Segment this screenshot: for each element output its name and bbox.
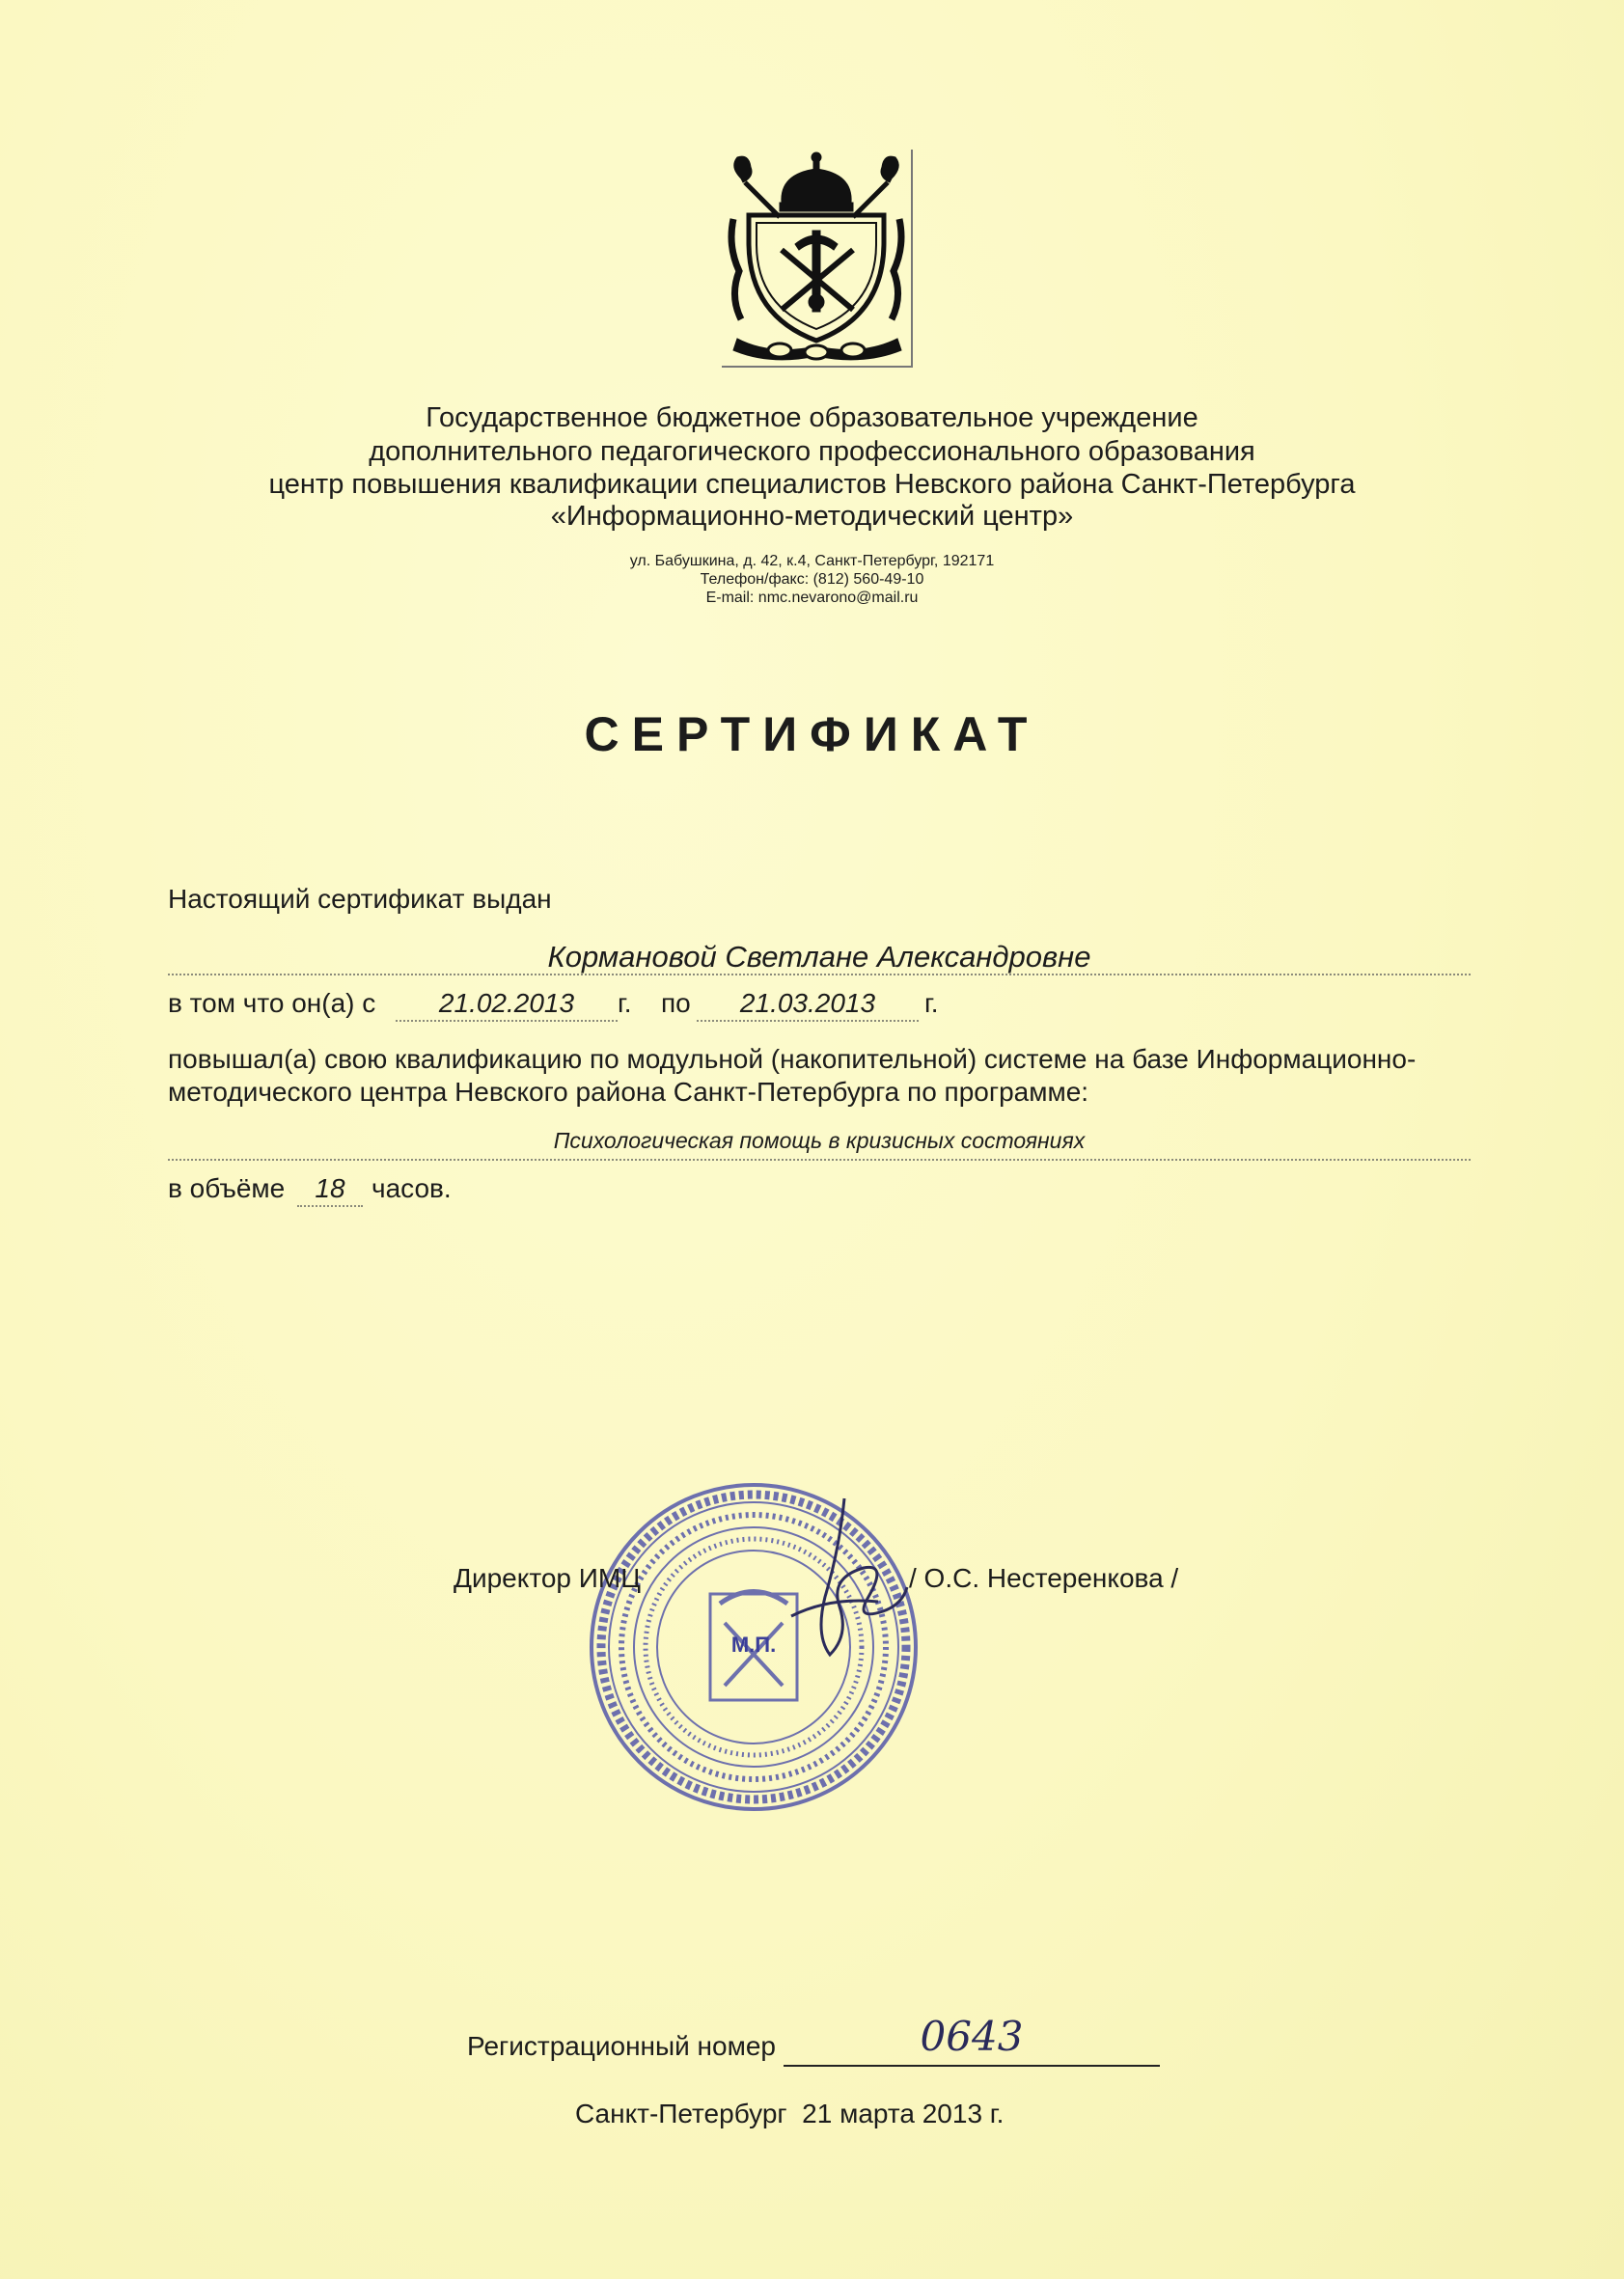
date-to: 21.03.2013 bbox=[697, 987, 919, 1022]
qualification-line: повышал(а) свою квалификацию по модульной (накопительной) системе на базе Информационно- bbox=[168, 1044, 1417, 1074]
institution-line: «Информационно-методический центр» bbox=[550, 501, 1074, 532]
coat-of-arms-icon bbox=[722, 150, 911, 366]
address-line: ул. Бабушкина, д. 42, к.4, Санкт-Петербург, 192171 bbox=[629, 553, 995, 569]
hours-value: 18 bbox=[297, 1172, 363, 1207]
registration-label: Регистрационный номер bbox=[467, 2031, 776, 2061]
program-underline bbox=[168, 1159, 1471, 1161]
registration-number: 0643 bbox=[920, 2013, 1024, 2060]
registration-underline bbox=[784, 2065, 1160, 2067]
handwritten-signature bbox=[772, 1491, 917, 1674]
director-name: / О.С. Нестеренкова / bbox=[909, 1563, 1179, 1593]
institution-line: центр повышения квалификации специалистов Невского района Санкт-Петербурга bbox=[268, 469, 1356, 500]
date-from: 21.02.2013 bbox=[396, 987, 618, 1022]
qualification-line: методического центра Невского района Санкт-Петербурга по программе: bbox=[168, 1077, 1089, 1107]
volume-prefix: в объёме bbox=[168, 1173, 286, 1203]
year-abbr: г. bbox=[618, 988, 632, 1018]
year-abbr: г. bbox=[924, 988, 939, 1018]
recipient-name: Кормановой Светлане Александровне bbox=[547, 940, 1091, 974]
phone-line: Телефон/факс: (812) 560-49-10 bbox=[700, 571, 924, 588]
place-date: Санкт-Петербург 21 марта 2013 г. bbox=[575, 2099, 1005, 2128]
period-prefix: в том что он(а) с bbox=[168, 988, 376, 1018]
director-position: Директор ИМЦ bbox=[454, 1563, 641, 1593]
signature-scribble-icon bbox=[772, 1491, 917, 1674]
issued-to-label: Настоящий сертификат выдан bbox=[168, 884, 552, 914]
hours-suffix: часов. bbox=[372, 1173, 452, 1203]
recipient-underline bbox=[168, 974, 1471, 975]
institution-line: Государственное бюджетное образовательное учреждение bbox=[426, 402, 1198, 433]
certificate-title: СЕРТИФИКАТ bbox=[584, 707, 1040, 761]
coat-of-arms-emblem bbox=[722, 150, 913, 368]
program-name: Психологическая помощь в кризисных состояниях bbox=[553, 1128, 1086, 1153]
period-to: по bbox=[661, 988, 691, 1018]
institution-line: дополнительного педагогического профессионального образования bbox=[369, 436, 1255, 467]
stamp-label: М.П. bbox=[730, 1633, 777, 1657]
email-line: E-mail: nmc.nevarono@mail.ru bbox=[705, 590, 919, 606]
